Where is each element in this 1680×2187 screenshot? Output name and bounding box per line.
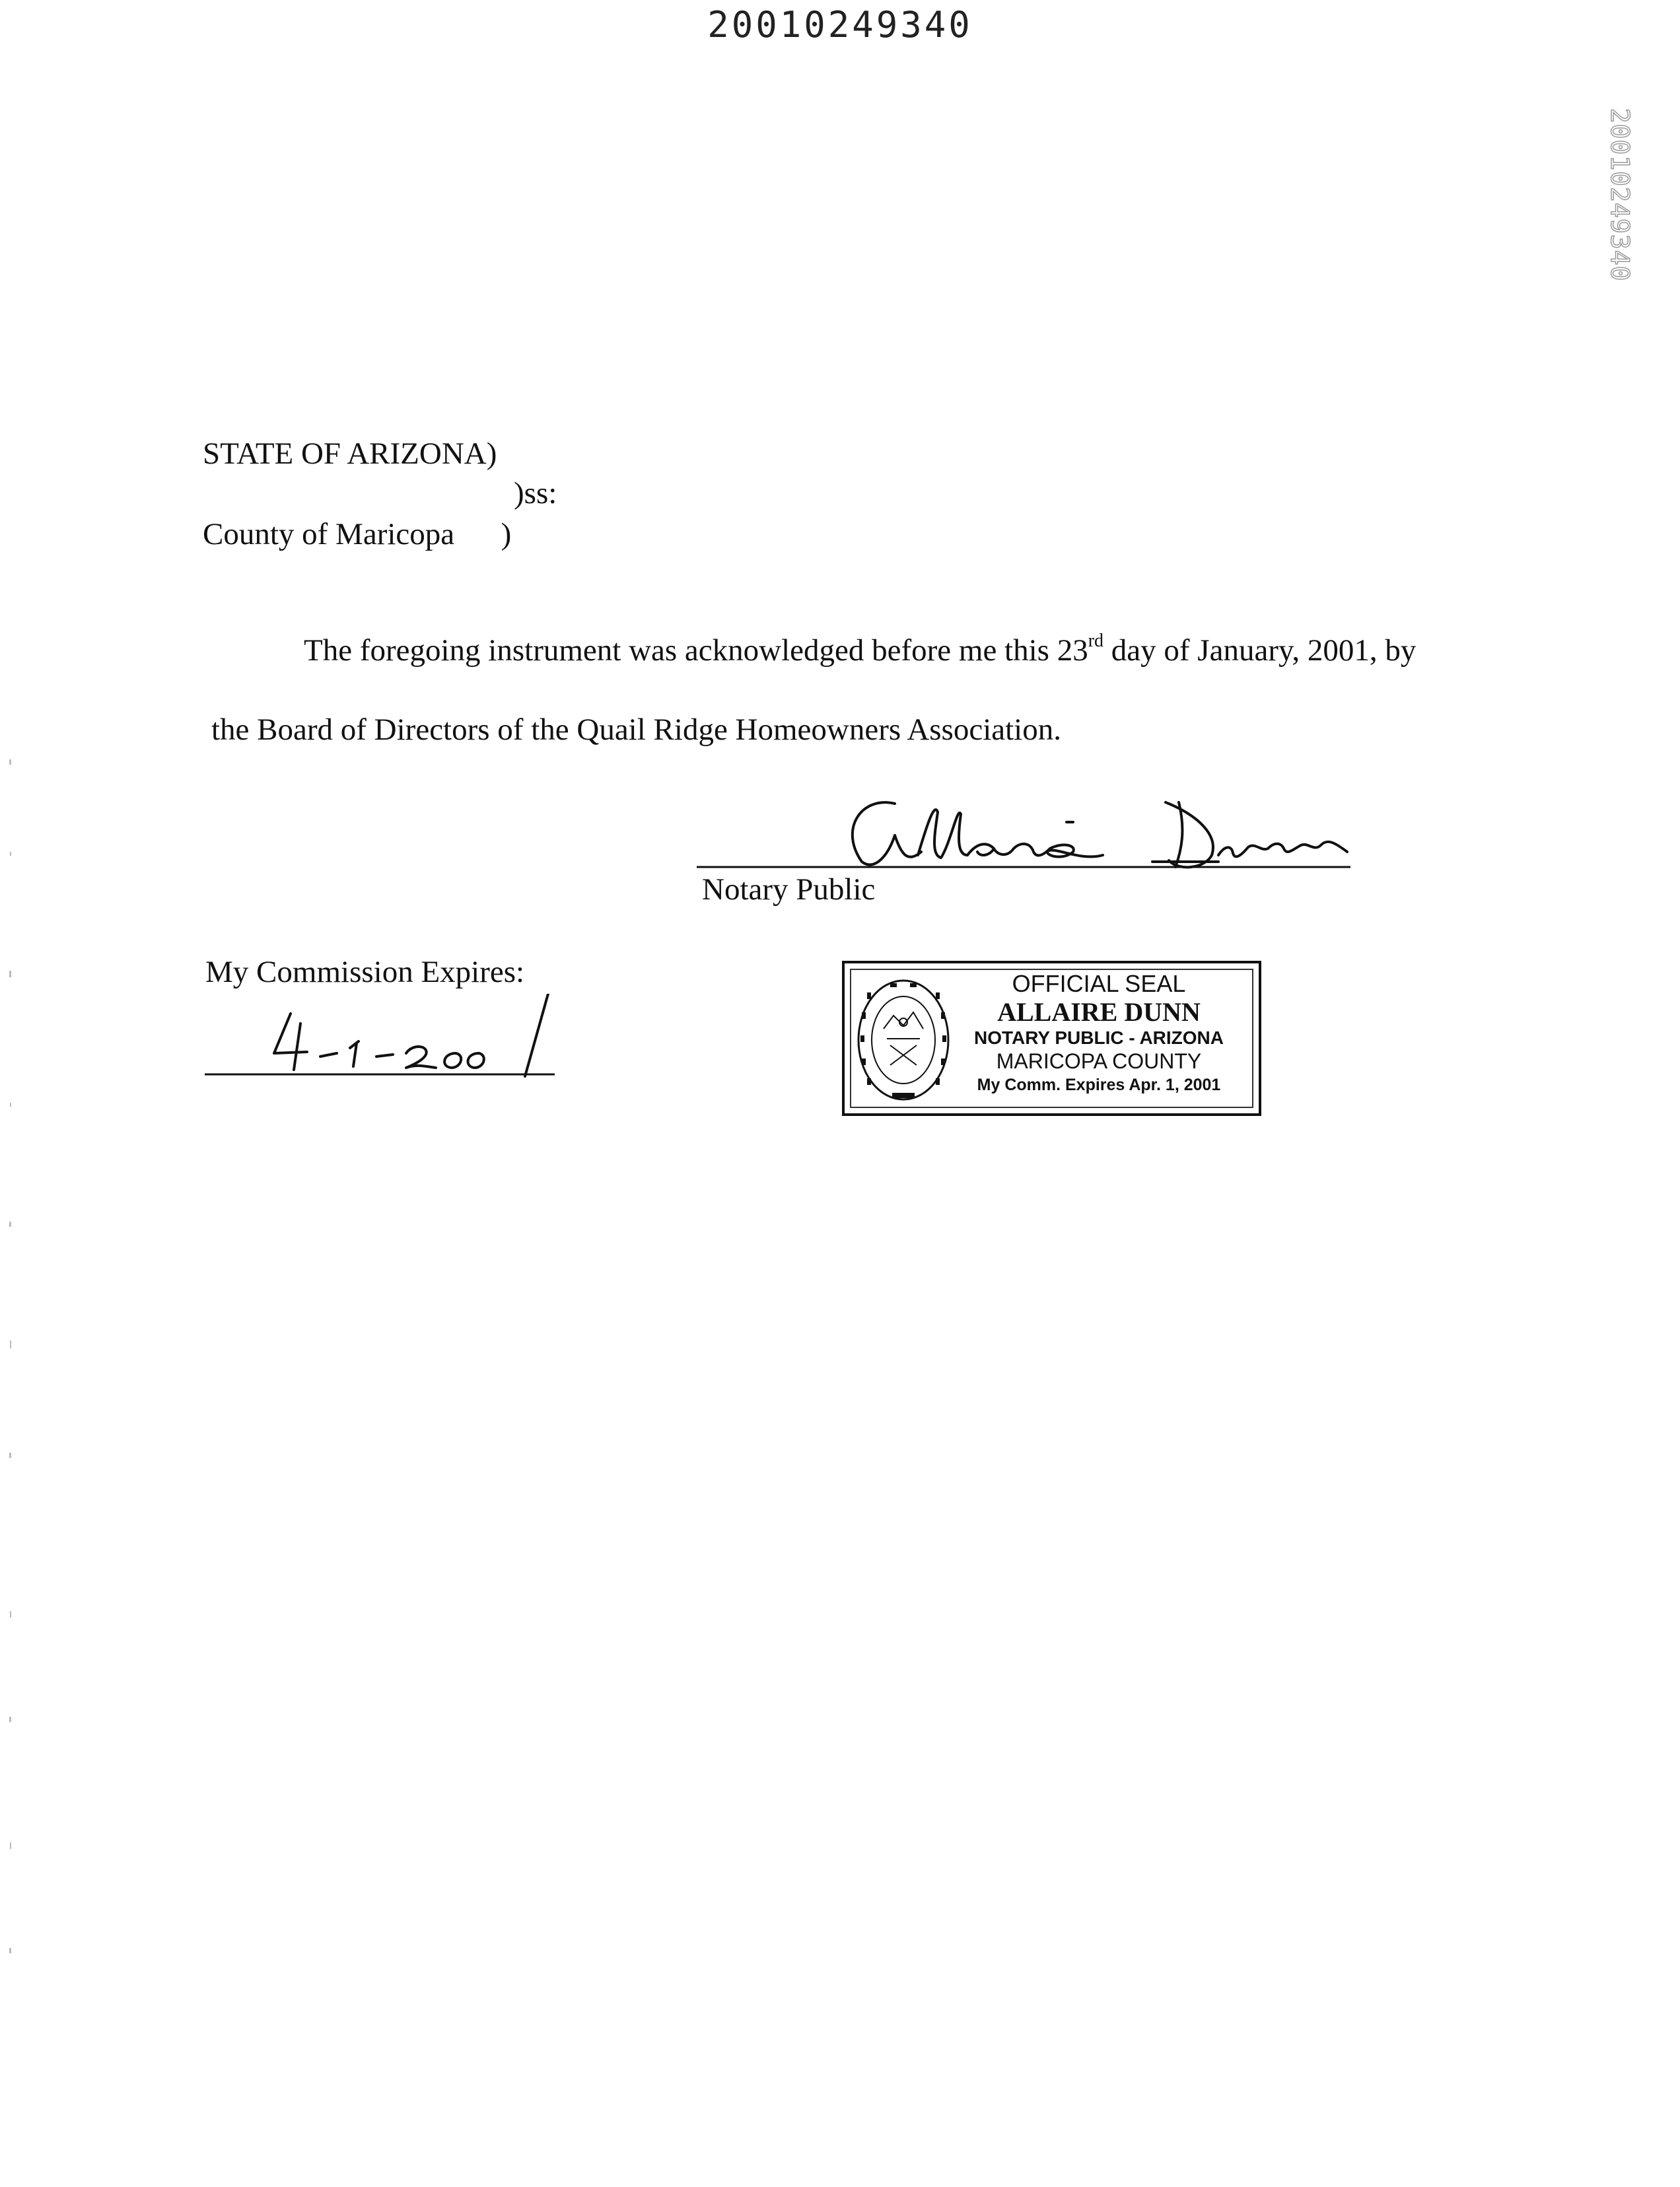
side-stamp-text: 20010249340	[1605, 108, 1634, 282]
seal-notary-name: ALLAIRE DUNN	[997, 997, 1201, 1027]
acknowledgment-line-1-end: day of January, 2001, by	[1103, 633, 1417, 668]
arizona-state-seal-icon	[854, 973, 953, 1108]
side-stamp-number	[1588, 89, 1634, 300]
notary-signature	[697, 789, 1397, 875]
state-line: STATE OF ARIZONA)	[203, 436, 497, 471]
official-notary-seal	[842, 961, 1261, 1116]
document-number: 20010249340	[707, 4, 973, 46]
notary-public-label: Notary Public	[702, 872, 876, 907]
seal-notary-state: NOTARY PUBLIC - ARIZONA	[974, 1027, 1224, 1048]
county-line: County of Maricopa )	[203, 517, 512, 551]
acknowledgment-line-1	[304, 633, 1416, 668]
scan-margin-marks	[5, 759, 18, 2047]
commission-expiration-date	[201, 994, 571, 1083]
signature-handwriting	[853, 802, 1347, 867]
seal-county: MARICOPA COUNTY	[996, 1049, 1202, 1073]
ss-line: )ss:	[514, 476, 557, 510]
acknowledgment-line-1-start: The foregoing instrument was acknowledged before me this 23	[304, 633, 1088, 668]
seal-title: OFFICIAL SEAL	[1012, 970, 1186, 997]
seal-expiration: My Comm. Expires Apr. 1, 2001	[977, 1076, 1221, 1094]
commission-expires-label: My Commission Expires:	[205, 955, 525, 989]
day-suffix: rd	[1088, 631, 1104, 652]
acknowledgment-line-2: the Board of Directors of the Quail Ridge Homeowners Association.	[211, 712, 1061, 747]
date-handwriting	[274, 994, 548, 1076]
